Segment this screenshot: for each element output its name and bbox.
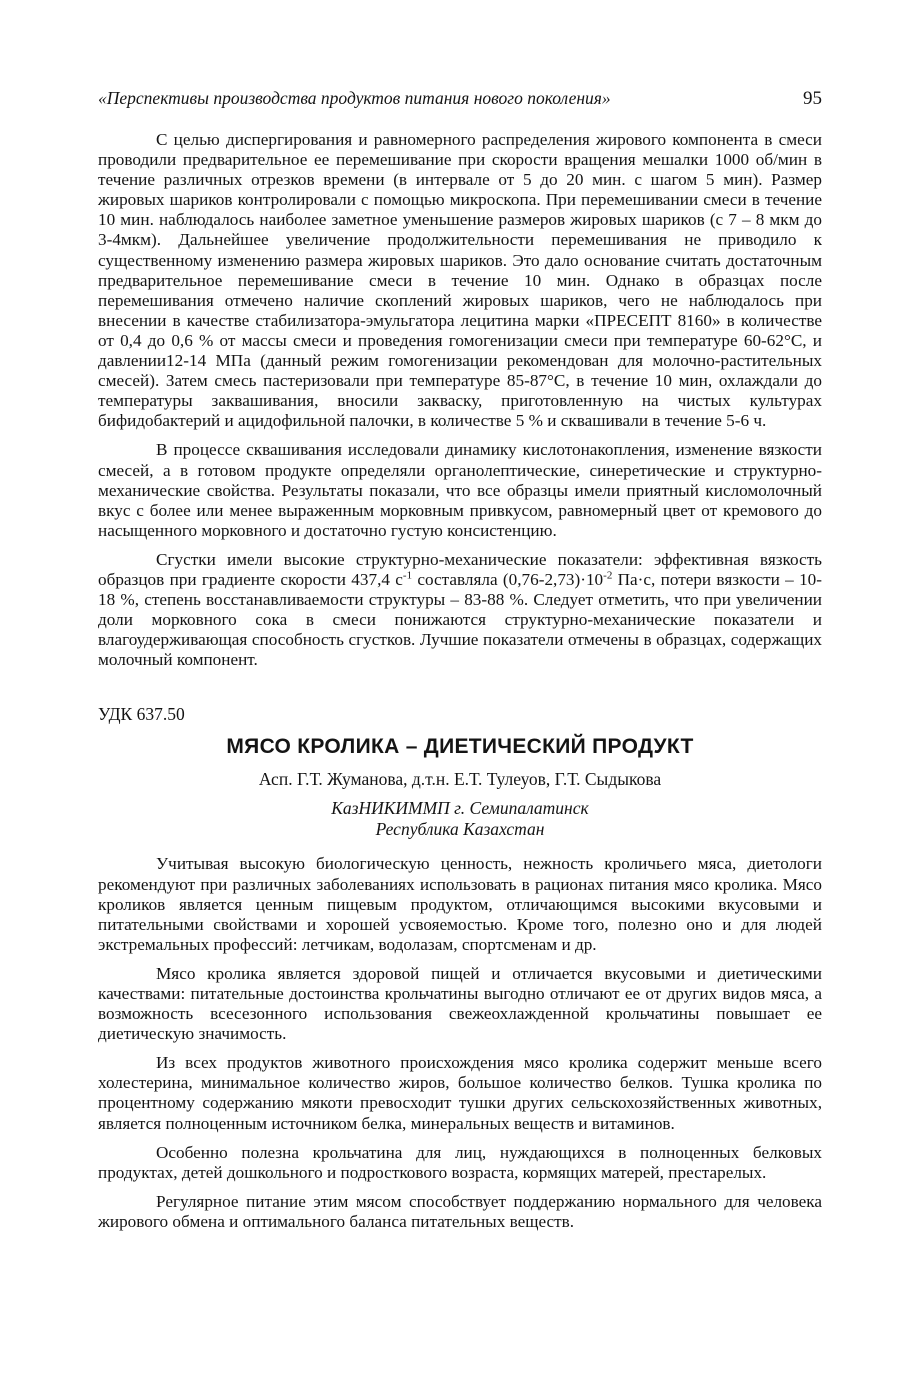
affiliation-country: Республика Казахстан: [375, 819, 545, 840]
paragraph: Из всех продуктов животного происхождения мясо кролика содержит меньше всего холестерина, минимальное количество жиров, большое количество белков. Тушка кролика по процентному содержанию мякоти превосходит тушки других сельскохозяйственных животных, является полноценным источником белка, минеральных веществ и витаминов.: [98, 1053, 822, 1133]
journal-title: «Перспективы производства продуктов питания нового поколения»: [98, 88, 611, 108]
article-authors: Асп. Г.Т. Жуманова, д.т.н. Е.Т. Тулеуов, Г.Т. Сыдыкова: [258, 769, 662, 790]
text-run: составляла (0,76-2,73)·10: [412, 569, 604, 589]
page-number: 95: [803, 88, 822, 109]
paragraph: [98, 550, 822, 671]
text-run: Па·с, потери вязкости – 10-18 %, степень восстанавливаемости структуры – 83-88 %. Следует отметить, что при увеличении доли морковного сока в смеси понижаются структурно-механические показатели и влагоудерживающая способность сгустков. Лучшие показатели отмечены в образцах, содержащих молочный компонент.: [98, 569, 822, 670]
document-page: [98, 88, 822, 1232]
udc-code: УДК 637.50: [98, 704, 185, 725]
paragraph: Мясо кролика является здоровой пищей и отличается вкусовыми и диетическими качествами: питательные достоинства крольчатины выгодно отличают ее от других видов мяса, а возможность всесезонного использования свежеохлажденной крольчатины повышает ее диетическую значимость.: [98, 963, 822, 1044]
article-title: МЯСО КРОЛИКА – ДИЕТИЧЕСКИЙ ПРОДУКТ: [226, 735, 694, 759]
paragraph: Учитывая высокую биологическую ценность, нежность кроличьего мяса, диетологи рекомендуют при различных заболеваниях использовать в рационах питания мясо кролика. Мясо кроликов является ценным пищевым продуктом, отличающимся высокими вкусовыми и питательными свойствами и хорошей усвояемостью. Кроме того, полезно оно и для людей экстремальных профессий: летчикам, водолазам, спортсменам и др.: [98, 854, 822, 954]
text-run: Сгустки имели высокие структурно-механические показатели: эффективная вязкость образцов при градиенте скорости 437,4 с: [98, 549, 822, 589]
affiliation-institute: КазНИКИММП г. Семипалатинск: [331, 798, 589, 819]
paragraph: С целью диспергирования и равномерного распределения жирового компонента в смеси проводили предварительное ее перемешивание при скорости вращения мешалки 1000 об/мин в течение различных отрезков времени (в интервале от 5 до 20 мин. с шагом 5 мин). Размер жировых шариков контролировали с помощью микроскопа. При перемешивании смеси в течение 10 мин. наблюдалось наиболее заметное уменьшение размеров жировых шариков (с 7 – 8 мкм до 3-4мкм). Дальнейшее увеличение продолжительности перемешивания не приводило к существенному изменению размера жировых шариков. Это дало основание считать достаточным предварительное перемешивание смеси в течение 10 мин. Однако в образцах после перемешивания отмечено наличие скоплений жировых шариков, чего не наблюдалось при внесении в качестве стабилизатора-эмульгатора лецитина марки «ПРЕСЕПТ 8160» в количестве от 0,4 до 0,6 % от массы смеси и проведения гомогенизации смеси при температуре 60-62°С, и давлении12-14 МПа (данный режим гомогенизации рекомендован для молочно-растительных смесей). Затем смесь пастеризовали при температуре 85-87°С, в течение 10 мин, охлаждали до температуры заквашивания, вносили закваску, приготовленную на чистых культурах бифидобактерий и ацидофильной палочки, в количестве 5 % и сквашивали в течение 5-6 ч.: [98, 130, 822, 431]
paragraph: Особенно полезна крольчатина для лиц, нуждающихся в полноценных белковых продуктах, детей дошкольного и подросткового возраста, кормящих матерей, престарелых.: [98, 1142, 822, 1182]
article-affiliation: [98, 798, 822, 840]
article-body: [98, 854, 822, 1232]
paragraph: В процессе сквашивания исследовали динамику кислотонакопления, изменение вязкости смесей, а в готовом продукте определяли органолептические, синеретические и структурно-механические свойства. Результаты показали, что все образцы имели приятный кисломолочный вкус с более или менее выраженным морковным привкусом, равномерный цвет от кремового до насыщенного морковного и достаточно густую консистенцию.: [98, 440, 822, 540]
paragraph: Регулярное питание этим мясом способствует поддержанию нормального для человека жирового обмена и оптимального баланса питательных веществ.: [98, 1191, 822, 1231]
previous-article-text: [98, 130, 822, 670]
superscript: -1: [402, 569, 413, 582]
running-header: [98, 88, 822, 118]
superscript: -2: [603, 569, 613, 582]
